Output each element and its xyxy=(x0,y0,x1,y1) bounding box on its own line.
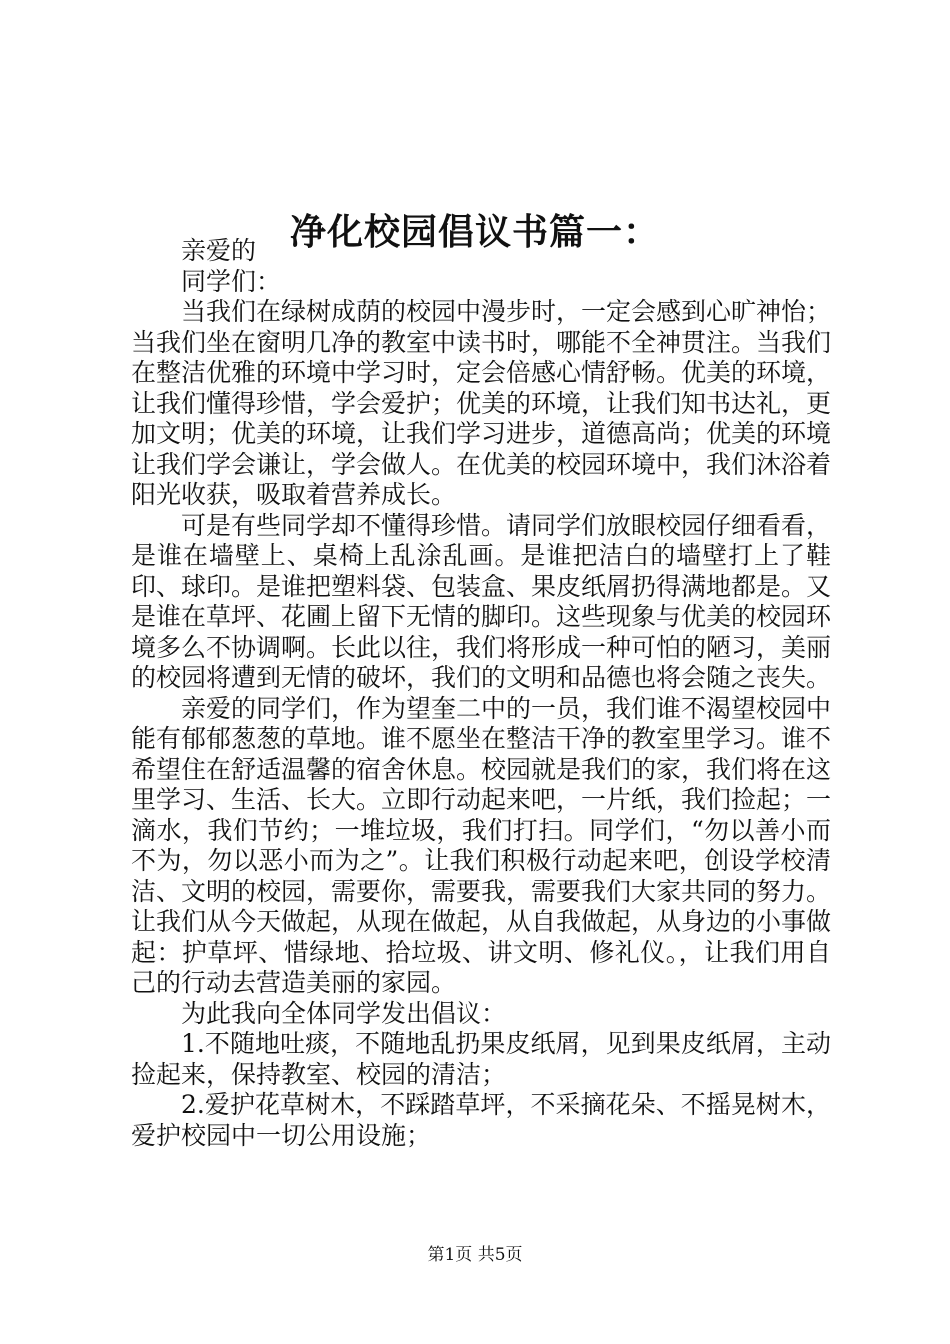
document-body xyxy=(131,236,831,1151)
proposal-item-2: 2.爱护花草树木，不踩踏草坪，不采摘花朵、不摇晃树木，爱护校园中一切公用设施； xyxy=(131,1090,831,1150)
salutation-line-2: 同学们： xyxy=(181,266,282,296)
paragraph-environment: 当我们在绿树成荫的校园中漫步时，一定会感到心旷神怡；当我们坐在窗明几净的教室中读书时，哪能不全神贯注。当我们在整洁优雅的环境中学习时，定会倍感心情舒畅。优美的环境，让我们懂得珍惜，学会爱护；优美的环境，让我们知书达礼，更加文明；优美的环境，让我们学习进步，道德高尚；优美的环境让我们学会谦让，学会做人。在优美的校园环境中，我们沐浴着阳光收获，吸取着营养成长。 xyxy=(131,297,832,509)
proposal-item-1: 1.不随地吐痰，不随地乱扔果皮纸屑，见到果皮纸屑，主动捡起来，保持教室、校园的清洁； xyxy=(131,1029,831,1089)
paragraph-problems: 可是有些同学却不懂得珍惜。请同学们放眼校园仔细看看，是谁在墙壁上、桌椅上乱涂乱画。是谁把洁白的墙壁打上了鞋印、球印。是谁把塑料袋、包装盒、果皮纸屑扔得满地都是。又是谁在草坪、花圃上留下无情的脚印。这些现象与优美的校园环境多么不协调啊。长此以往，我们将形成一种可怕的陋习，美丽的校园将遭到无情的破坏，我们的文明和品德也将会随之丧失。 xyxy=(131,510,832,692)
salutation-line-1: 亲爱的 xyxy=(181,236,257,265)
document-title: 净化校园倡议书篇一： xyxy=(289,211,660,254)
paragraph-call-to-action: 亲爱的同学们，作为望奎二中的一员，我们谁不渴望校园中能有郁郁葱葱的草地。谁不愿坐在整洁干净的教室里学习。谁不希望住在舒适温馨的宿舍休息。校园就是我们的家，我们将在这里学习、生活、长大。立即行动起来吧，一片纸，我们捡起；一滴水，我们节约；一堆垃圾，我们打扫。同学们，“勿以善小而不为，勿以恶小而为之”。让我们积极行动起来吧，创设学校清洁、文明的校园，需要你，需要我，需要我们大家共同的努力。让我们从今天做起，从现在做起，从自我做起，从身边的小事做起：护草坪、惜绿地、拾垃圾、讲文明、修礼仪。，让我们用自己的行动去营造美丽的家园。 xyxy=(131,693,832,997)
page-number-footer: 第1页 共5页 xyxy=(427,1245,523,1265)
proposal-intro: 为此我向全体同学发出倡议： xyxy=(181,998,507,1028)
